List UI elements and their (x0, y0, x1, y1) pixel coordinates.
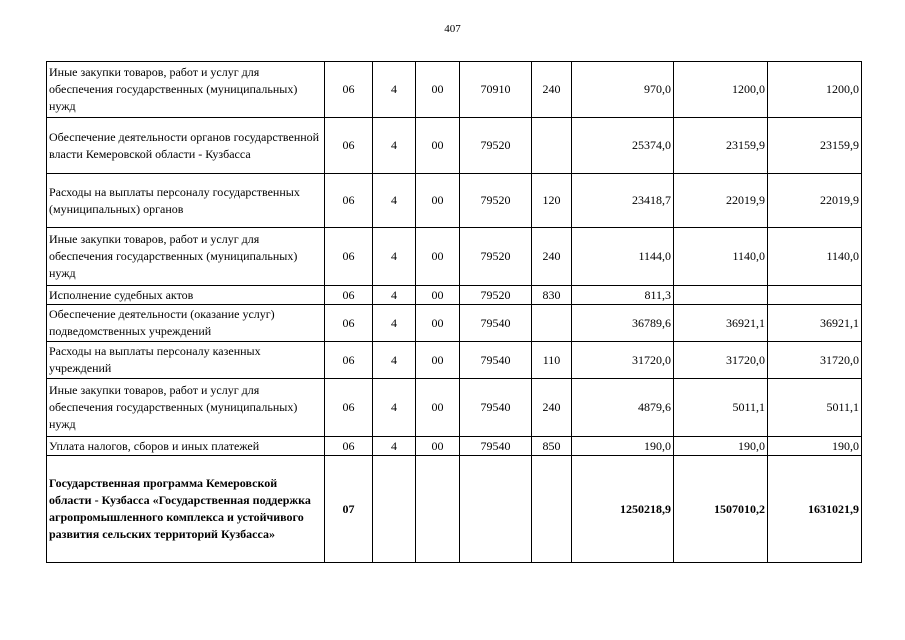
cell-expense-type: 240 (532, 228, 572, 286)
cell-program: 00 (416, 118, 460, 174)
cell-expense-type: 110 (532, 342, 572, 379)
cell-value-1: 31720,0 (572, 342, 674, 379)
cell-value-1: 811,3 (572, 286, 674, 305)
cell-value-2: 36921,1 (674, 305, 768, 342)
cell-program: 00 (416, 62, 460, 118)
cell-value-2: 1140,0 (674, 228, 768, 286)
cell-section: 06 (325, 286, 373, 305)
cell-value-3: 1140,0 (768, 228, 862, 286)
cell-target-article: 79520 (460, 118, 532, 174)
page-number: 407 (444, 23, 461, 35)
cell-subsection: 4 (373, 228, 416, 286)
cell-program: 00 (416, 174, 460, 228)
cell-program: 00 (416, 379, 460, 437)
cell-section: 06 (325, 379, 373, 437)
table-row (47, 456, 862, 563)
cell-section: 07 (325, 456, 373, 563)
cell-subsection: 4 (373, 286, 416, 305)
cell-section: 06 (325, 174, 373, 228)
cell-expense-type: 240 (532, 62, 572, 118)
cell-value-3 (768, 286, 862, 305)
row-name: Иные закупки товаров, работ и услуг для обеспечения государственных (муниципальных) нужд (47, 62, 325, 118)
cell-expense-type (532, 118, 572, 174)
cell-section: 06 (325, 437, 373, 456)
cell-target-article: 70910 (460, 62, 532, 118)
row-name: Иные закупки товаров, работ и услуг для обеспечения государственных (муниципальных) нужд (47, 228, 325, 286)
table-row (47, 62, 862, 118)
row-name: Уплата налогов, сборов и иных платежей (47, 437, 325, 456)
cell-subsection: 4 (373, 379, 416, 437)
row-name: Расходы на выплаты персоналу казенных учреждений (47, 342, 325, 379)
cell-value-1: 25374,0 (572, 118, 674, 174)
cell-target-article: 79520 (460, 286, 532, 305)
row-name: Государственная программа Кемеровской области - Кузбасса «Государственная поддержка агропромышленного комплекса и устойчивого развития сельских территорий Кузбасса» (47, 456, 325, 563)
cell-subsection: 4 (373, 118, 416, 174)
row-name: Расходы на выплаты персоналу государственных (муниципальных) органов (47, 174, 325, 228)
cell-value-3: 190,0 (768, 437, 862, 456)
row-name: Иные закупки товаров, работ и услуг для обеспечения государственных (муниципальных) нужд (47, 379, 325, 437)
cell-subsection: 4 (373, 305, 416, 342)
cell-value-3: 22019,9 (768, 174, 862, 228)
cell-value-2: 23159,9 (674, 118, 768, 174)
cell-value-2 (674, 286, 768, 305)
cell-program: 00 (416, 286, 460, 305)
cell-program: 00 (416, 305, 460, 342)
cell-program: 00 (416, 342, 460, 379)
cell-value-2: 5011,1 (674, 379, 768, 437)
cell-program: 00 (416, 437, 460, 456)
cell-value-2: 1200,0 (674, 62, 768, 118)
cell-expense-type: 240 (532, 379, 572, 437)
cell-target-article: 79540 (460, 342, 532, 379)
cell-section: 06 (325, 228, 373, 286)
cell-subsection: 4 (373, 174, 416, 228)
cell-subsection (373, 456, 416, 563)
row-name: Исполнение судебных актов (47, 286, 325, 305)
cell-section: 06 (325, 62, 373, 118)
table-row (47, 379, 862, 437)
cell-value-1: 1144,0 (572, 228, 674, 286)
row-name: Обеспечение деятельности (оказание услуг) подведомственных учреждений (47, 305, 325, 342)
cell-target-article: 79540 (460, 379, 532, 437)
cell-expense-type: 120 (532, 174, 572, 228)
table-row (47, 342, 862, 379)
cell-expense-type (532, 456, 572, 563)
cell-expense-type (532, 305, 572, 342)
cell-subsection: 4 (373, 342, 416, 379)
cell-value-1: 23418,7 (572, 174, 674, 228)
cell-section: 06 (325, 305, 373, 342)
table-row (47, 228, 862, 286)
cell-subsection: 4 (373, 437, 416, 456)
cell-value-2: 22019,9 (674, 174, 768, 228)
cell-expense-type: 850 (532, 437, 572, 456)
cell-subsection: 4 (373, 62, 416, 118)
cell-value-3: 36921,1 (768, 305, 862, 342)
cell-value-1: 190,0 (572, 437, 674, 456)
row-name: Обеспечение деятельности органов государственной власти Кемеровской области - Кузбасса (47, 118, 325, 174)
cell-target-article (460, 456, 532, 563)
cell-section: 06 (325, 118, 373, 174)
table-row (47, 118, 862, 174)
budget-table (46, 61, 862, 563)
cell-target-article: 79540 (460, 437, 532, 456)
cell-target-article: 79520 (460, 228, 532, 286)
cell-target-article: 79540 (460, 305, 532, 342)
table-row (47, 174, 862, 228)
cell-value-2: 190,0 (674, 437, 768, 456)
table-row (47, 305, 862, 342)
cell-value-1: 4879,6 (572, 379, 674, 437)
cell-value-3: 31720,0 (768, 342, 862, 379)
cell-value-2: 31720,0 (674, 342, 768, 379)
cell-section: 06 (325, 342, 373, 379)
cell-program: 00 (416, 228, 460, 286)
cell-program (416, 456, 460, 563)
cell-value-3: 5011,1 (768, 379, 862, 437)
cell-target-article: 79520 (460, 174, 532, 228)
cell-value-3: 1631021,9 (768, 456, 862, 563)
cell-expense-type: 830 (532, 286, 572, 305)
cell-value-1: 36789,6 (572, 305, 674, 342)
cell-value-3: 1200,0 (768, 62, 862, 118)
cell-value-1: 970,0 (572, 62, 674, 118)
cell-value-1: 1250218,9 (572, 456, 674, 563)
cell-value-3: 23159,9 (768, 118, 862, 174)
cell-value-2: 1507010,2 (674, 456, 768, 563)
table-row (47, 286, 862, 305)
table-row (47, 437, 862, 456)
